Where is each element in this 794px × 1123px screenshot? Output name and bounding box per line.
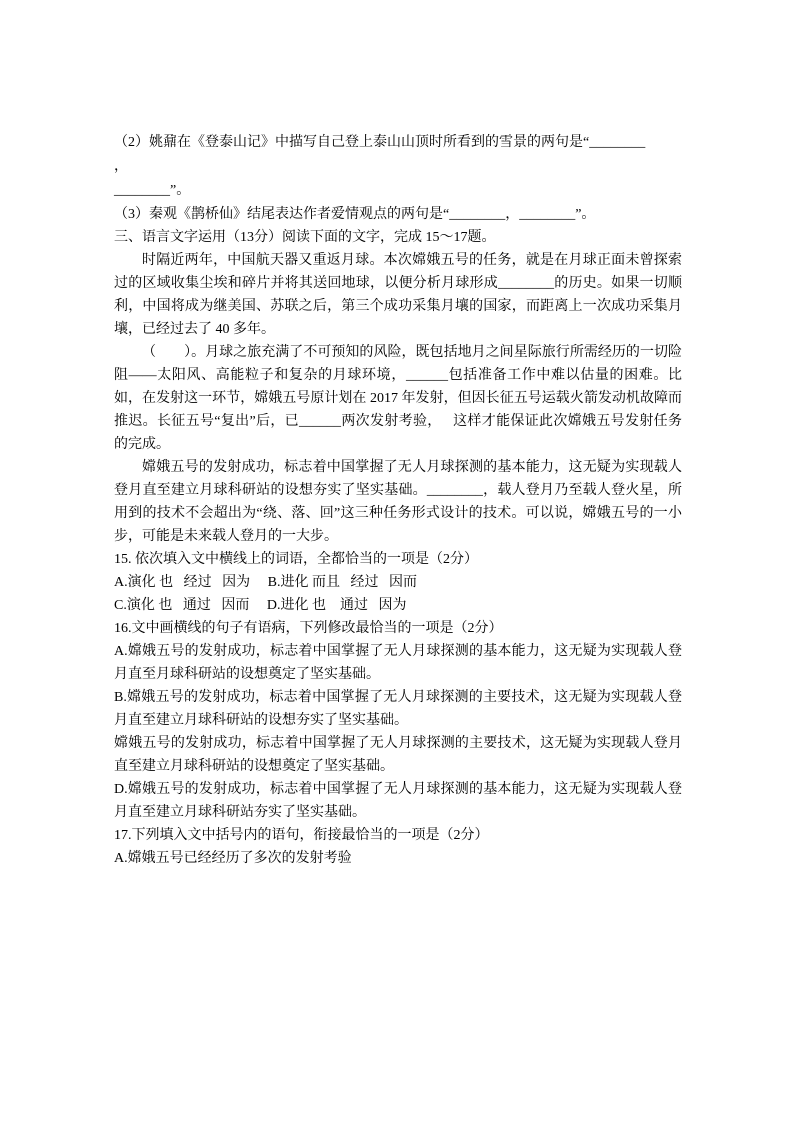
passage-paragraph-3: 嫦娥五号的发射成功，标志着中国掌握了无人月球探测的基本能力，这无疑为实现载人登月直至建立月球科研站的设想夯实了坚实基础。________，载人登月乃至载人登火星，所用到的技术不会超出为“绕、落、回”这三种任务形式设计的技术。可以说，嫦娥五号的一小步，可能是未来载人登月的一大步。 xyxy=(114,460,682,544)
recitation-q2-line-3: ________”。 xyxy=(114,183,191,198)
passage-paragraph-2: （ ）。月球之旅充满了不可预知的风险，既包括地月之间星际旅行所需经历的一切险阻——太阳风、高能粒子和复杂的月球环境，______包括准备工作中难以估量的困难。比如，在发射这一环节，嫦娥五号原计划在 2017 年发射，但因长征五号运载火箭发动机故障而推迟。长征五号“复出”后，已______两次发射考验， 这样才能保证此次嫦娥五号发射任务的完成。 xyxy=(114,345,682,452)
recitation-q2-line-2: ， xyxy=(114,159,128,174)
passage-paragraph-1: 时隔近两年，中国航天器又重返月球。本次嫦娥五号的任务，就是在月球正面未曾探索过的区域收集尘埃和碎片并将其送回地球，以便分析月球形成________的历史。如果一切顺利，中国将成为继美国、苏联之后，第三个成功采集月壤的国家，而距离上一次成功采集月壤，已经过去了 40 多年。 xyxy=(114,253,682,337)
question-16-option-b: B.嫦娥五号的发射成功，标志着中国掌握了无人月球探测的主要技术，这无疑为实现载人登月直至建立月球科研站的设想夯实了坚实基础。 xyxy=(114,690,682,728)
question-15-options-row-1: A.演化 也 经过 因为 B.进化 而且 经过 因而 xyxy=(114,575,417,590)
recitation-q2-line-1: （2）姚鼐在《登泰山记》中描写自己登上泰山山顶时所看到的雪景的两句是“________ xyxy=(114,135,646,150)
question-17-option-a: A.嫦娥五号已经经历了多次的发射考验 xyxy=(114,851,352,866)
question-16-stem: 16.文中画横线的句子有语病，下列修改最恰当的一项是（2分） xyxy=(114,621,503,636)
question-17-stem: 17.下列填入文中括号内的语句，衔接最恰当的一项是（2分） xyxy=(114,828,489,843)
question-15-options-row-2: C.演化 也 通过 因而 D.进化 也 通过 因为 xyxy=(114,598,407,613)
question-16-option-d: D.嫦娥五号的发射成功，标志着中国掌握了无人月球探测的基本能力，这无疑为实现载人登月直至建立月球科研站夯实了坚实基础。 xyxy=(114,782,682,820)
recitation-q3: （3）秦观《鹊桥仙》结尾表达作者爱情观点的两句是“________，________”。 xyxy=(114,207,596,222)
question-16-option-a: A.嫦娥五号的发射成功，标志着中国掌握了无人月球探测的基本能力，这无疑为实现载人登月直至月球科研站的设想奠定了坚实基础。 xyxy=(114,644,682,682)
question-16-option-c: 嫦娥五号的发射成功，标志着中国掌握了无人月球探测的主要技术，这无疑为实现载人登月直至建立月球科研站的设想奠定了坚实基础。 xyxy=(114,736,682,774)
section-heading: 三、语言文字运用（13分）阅读下面的文字，完成 15～17题。 xyxy=(114,230,496,245)
question-15-stem: 15. 依次填入文中横线上的词语，全都恰当的一项是（2分） xyxy=(114,552,478,567)
